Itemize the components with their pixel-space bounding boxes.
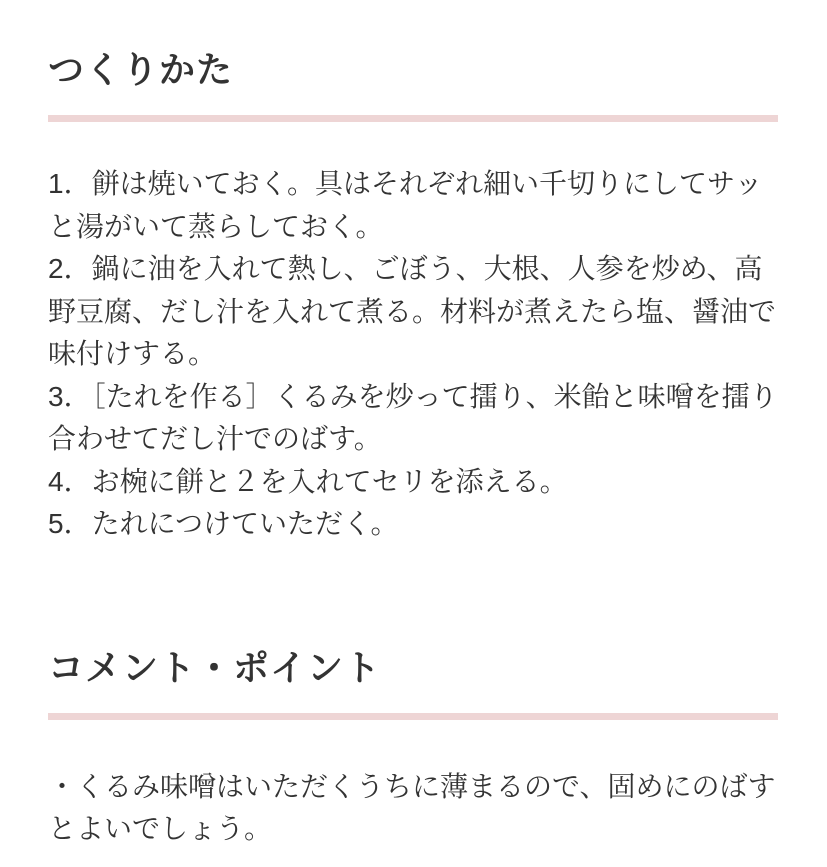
section-comments xyxy=(48,646,778,851)
comments-divider xyxy=(48,713,778,720)
instructions-divider xyxy=(48,115,778,122)
step-item-3: 3．［たれを作る］くるみを炒って擂り、米飴と味噌を擂り合わせてだし汁でのばす。 xyxy=(48,380,778,454)
section-instructions xyxy=(48,48,778,546)
comment-note: ・くるみ味噌はいただくうちに薄まるので、固めにのばすとよいでしょう。 xyxy=(48,770,776,844)
step-item-4: 4．お椀に餅と２を入れてセリを添える。 xyxy=(48,465,568,497)
step-item-5: 5．たれにつけていただく。 xyxy=(48,508,399,539)
step-item-2: 2．鍋に油を入れて熱し、ごぼう、大根、人参を炒め、高野豆腐、だし汁を入れて煮る。材料が煮えたら塩、醤油で味付けする。 xyxy=(48,253,777,369)
comments-title: コメント・ポイント xyxy=(48,646,382,688)
instructions-steps-list xyxy=(48,163,778,546)
instructions-title: つくりかた xyxy=(48,49,234,90)
step-item-1: 1．餅は焼いておく。具はそれぞれ細い千切りにしてサッと湯がいて蒸らしておく。 xyxy=(48,168,763,242)
